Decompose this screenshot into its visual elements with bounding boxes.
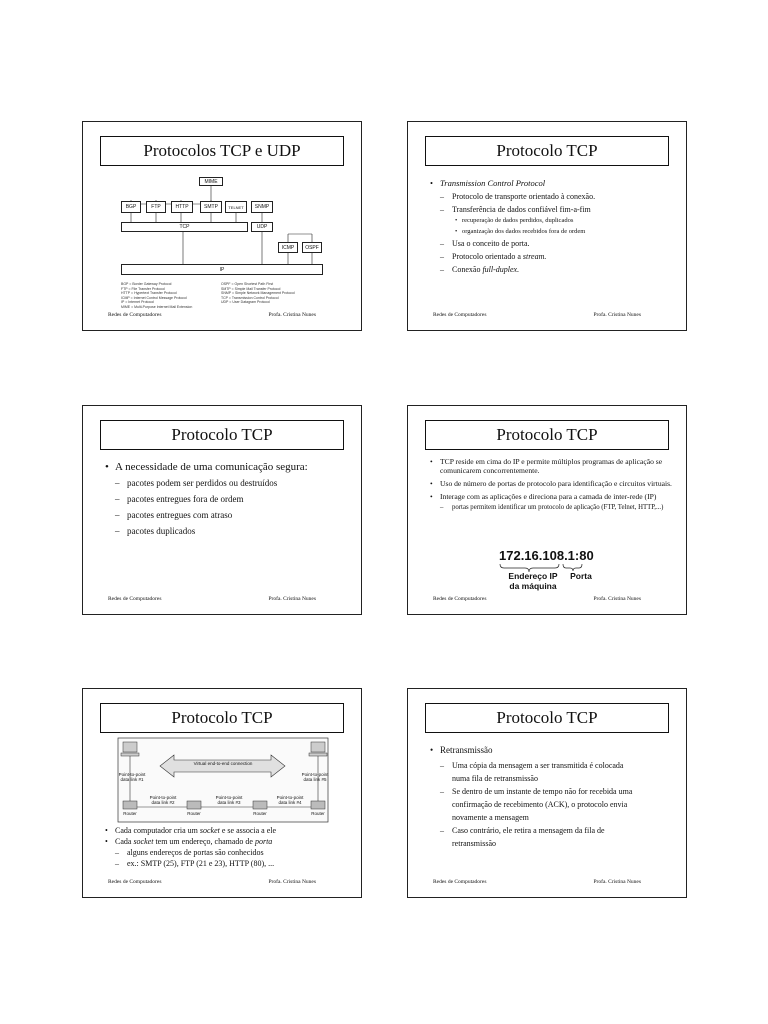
- sub-bullet: – pacotes entregues fora de ordem: [103, 491, 353, 507]
- sub-bullet: – Conexão full-duplex.: [428, 263, 678, 276]
- slide-title: Protocolos TCP e UDP: [100, 136, 344, 166]
- sub-sub-bullet: • recuperação de dados perdidos, duplicados: [428, 216, 678, 226]
- footer-left: Redes de Computadores: [433, 312, 487, 318]
- legend-right: OSPF = Open Shortest Path First SMTP = Simple Mail Transfer Protocol SNMP = Simple Network Management Protocol TCP = Transmission Control Protocol UDP = User Datagram Protocol: [221, 282, 295, 304]
- sub-bullet: – Usa o conceito de porta.: [428, 237, 678, 250]
- footer-right: Profa. Cristina Nunes: [268, 312, 316, 318]
- slide-content: [428, 744, 680, 850]
- ip-box: IP: [121, 264, 323, 275]
- ftp-box: FTP: [146, 201, 166, 213]
- sub-bullet: – Protocolo orientado a stream.: [428, 250, 678, 263]
- bullet: • TCP reside em cima do IP e permite múltiplos programas de aplicação se comunicarem concorrentemente.: [428, 457, 682, 475]
- sub-bullet: – Transferência de dados confiável fim-a-fim: [428, 203, 678, 216]
- sub-bullet: – Se dentro de um instante de tempo não for recebida uma confirmação de recebimento (ACK), o protocolo envia novamente a mensagem: [428, 785, 680, 824]
- link-label: Point-to-point data link #1: [118, 772, 146, 782]
- slide-5: [82, 688, 362, 898]
- bullet: • Transmission Control Protocol: [428, 178, 678, 188]
- icmp-box: ICMP: [278, 242, 298, 253]
- slide-2: [407, 121, 687, 331]
- footer-right: Profa. Cristina Nunes: [268, 596, 316, 602]
- footer-left: Redes de Computadores: [108, 596, 162, 602]
- bgp-box: BGP: [121, 201, 141, 213]
- router-label: Router: [311, 811, 325, 816]
- link-label: Point-to-point data link #4: [276, 795, 304, 805]
- sub-bullet: – pacotes duplicados: [103, 523, 353, 539]
- footer-left: Redes de Computadores: [433, 879, 487, 885]
- slide-1: [82, 121, 362, 331]
- sub-bullet: – portas permitem identificar um protocolo de aplicação (FTP, Telnet, HTTP,...): [428, 503, 682, 512]
- link-label: Point-to-point data link #2: [149, 795, 177, 805]
- footer-right: Profa. Cristina Nunes: [593, 312, 641, 318]
- footer-right: Profa. Cristina Nunes: [268, 879, 316, 885]
- footer-left: Redes de Computadores: [108, 879, 162, 885]
- slide-title: Protocolo TCP: [425, 136, 669, 166]
- slide-4: [407, 405, 687, 615]
- ospf-box: OSPF: [302, 242, 322, 253]
- bullet: • Cada socket tem um endereço, chamado de porta: [103, 836, 353, 847]
- http-box: HTTP: [171, 201, 193, 213]
- sub-bullet: – ex.: SMTP (25), FTP (21 e 23), HTTP (80), ...: [103, 858, 353, 869]
- footer-right: Profa. Cristina Nunes: [593, 879, 641, 885]
- sub-bullet: – pacotes podem ser perdidos ou destruídos: [103, 475, 353, 491]
- footer-left: Redes de Computadores: [108, 312, 162, 318]
- udp-box: UDP: [251, 222, 273, 232]
- sub-bullet: – Protocolo de transporte orientado à conexão.: [428, 190, 678, 203]
- router-label: Router: [187, 811, 201, 816]
- sub-sub-bullet: • organização dos dados recebidos fora de ordem: [428, 226, 678, 237]
- bullet: • Interage com as aplicações e direciona para a camada de inter-rede (IP): [428, 492, 682, 501]
- slide-title: Protocolo TCP: [425, 703, 669, 733]
- slide-content: [103, 459, 353, 539]
- slide-title: Protocolo TCP: [100, 420, 344, 450]
- virtual-connection-label: Virtual end-to-end connection: [193, 761, 253, 766]
- slide-title: Protocolo TCP: [100, 703, 344, 733]
- sub-bullet: – Uma cópia da mensagem a ser transmitida é colocada numa fila de retransmissão: [428, 759, 680, 785]
- tcp-box: TCP: [121, 222, 248, 232]
- ip-address-label: Endereço IP da máquina: [508, 571, 558, 591]
- router-label: Router: [253, 811, 267, 816]
- footer-left: Redes de Computadores: [433, 596, 487, 602]
- link-label: Point-to-point data link #5: [301, 772, 329, 782]
- ip-address-example: 172.16.108.1:80: [499, 548, 594, 563]
- smtp-box: SMTP: [200, 201, 222, 213]
- bullet: • Cada computador cria um socket e se associa a ele: [103, 825, 353, 836]
- mime-box: MIME: [199, 177, 223, 186]
- bullet: • Retransmissão: [428, 744, 680, 757]
- slide-title: Protocolo TCP: [425, 420, 669, 450]
- slide-content: [103, 825, 353, 869]
- legend-left: BGP = Border Gateway Protocol FTP = File Transfer Protocol HTTP = Hypertext Transfer Protocol ICMP = Internet Control Message Protocol IP = Internet Protocol MIME = Multi-Purpose Internet Mail Extension: [121, 282, 193, 309]
- port-label: Porta: [570, 571, 592, 581]
- slide-6: [407, 688, 687, 898]
- footer-right: Profa. Cristina Nunes: [593, 596, 641, 602]
- bullet: • Uso de número de portas de protocolo para identificação e circuitos virtuais.: [428, 479, 682, 488]
- bullet: • A necessidade de uma comunicação segura:: [103, 459, 353, 475]
- sub-bullet: – Caso contrário, ele retira a mensagem da fila de retransmissão: [428, 824, 680, 850]
- telnet-box: TELNET: [225, 201, 247, 213]
- sub-bullet: – pacotes entregues com atraso: [103, 507, 353, 523]
- link-label: Point-to-point data link #3: [215, 795, 243, 805]
- router-label: Router: [123, 811, 137, 816]
- slide-content: [428, 178, 678, 276]
- snmp-box: SNMP: [251, 201, 273, 213]
- slide-3: [82, 405, 362, 615]
- sub-bullet: – alguns endereços de portas são conhecidos: [103, 847, 353, 858]
